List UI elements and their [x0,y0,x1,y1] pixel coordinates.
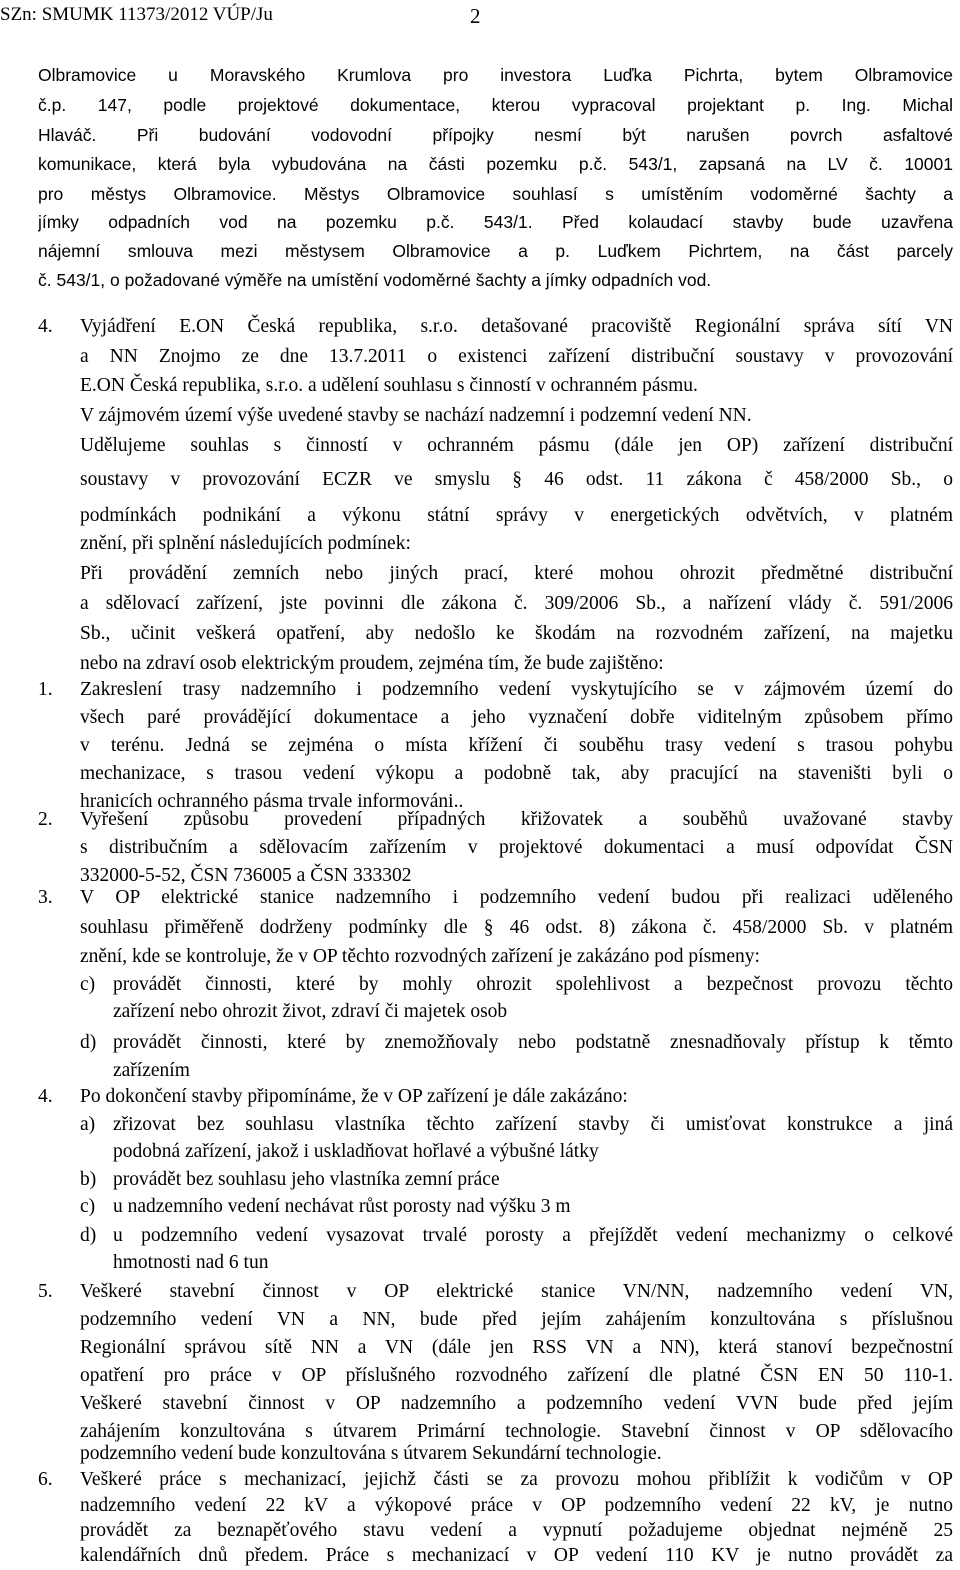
condition-5-line: Regionální správou sítě NN a VN (dále jen RSS VN a NN), která stanoví bezpečnostní [80,1337,953,1358]
condition-1-line: všech paré provádějící dokumentace a jeho vyznačení dobře viditelným způsobem přímo [80,707,953,728]
intro-line: komunikace, která byla vybudována na části pozemku p.č. 543/1, zapsaná na LV č. 10001 [38,154,953,174]
condition-5-line: Veškeré stavební činnost v OP elektrické stanice VN/NN, nadzemního vedení VN, [80,1281,953,1302]
condition-3d-marker: d) [80,1032,97,1053]
section-4-line: soustavy v provozování ECZR ve smyslu § 46 odst. 11 zákona č 458/2000 Sb., o [80,469,953,490]
intro-line: jímky odpadních vod na pozemku p.č. 543/1. Před kolaudací stavby bude uzavřena [38,212,953,232]
condition-1-line: hranicích ochranného pásma trvale informováni.. [80,791,464,812]
condition-3-line: souhlasu přiměřeně dodrženy podmínky dle § 46 odst. 8) zákona č. 458/2000 Sb. v platném [80,917,953,938]
condition-5-line: podzemního vedení bude konzultována s útvarem Sekundární technologie. [80,1443,662,1464]
section-4-line: znění, při splnění následujících podmínek: [80,533,411,554]
condition-5-line: opatření pro práce v OP příslušného rozvodného zařízení dle platné ČSN EN 50 110-1. [80,1365,953,1386]
condition-3d-line: provádět činnosti, které by znemožňovaly nebo podstatně znesnadňovaly přístup k těmto [113,1032,953,1053]
condition-5-line: zahájením konzultována s útvarem Primární technologie. Stavební činnost v OP sdělovacího [80,1421,953,1442]
intro-line: pro městys Olbramovice. Městys Olbramovice souhlasí s umístěním vodoměrné šachty a [38,184,953,204]
condition-6-line: nadzemního vedení 22 kV a výkopové práce v OP podzemního vedení 22 kV, je nutno [80,1495,953,1516]
intro-line: č.p. 147, podle projektové dokumentace, kterou vypracoval projektant p. Ing. Michal [38,95,953,115]
condition-6-line: kalendářních dnů předem. Práce s mechanizací v OP vedení 110 KV je nutno provádět za [80,1545,953,1566]
condition-4a-line: podobná zařízení, jakož i uskladňovat hořlavé a výbušné látky [113,1141,599,1162]
condition-4d-line: hmotnosti nad 6 tun [113,1252,269,1273]
condition-4-line: Po dokončení stavby připomínáme, že v OP zařízení je dále zakázáno: [80,1086,628,1107]
page-number: 2 [470,4,481,28]
condition-6-line: Veškeré práce s mechanizací, jejichž části se za provozu mohou přiblížit k vodičům v OP [80,1469,953,1490]
intro-line: nájemní smlouva mezi městysem Olbramovice a p. Luďkem Pichrtem, na část parcely [38,241,953,261]
condition-5-line: Veškeré stavební činnost v OP nadzemního a podzemního vedení VVN bude před jejím [80,1393,953,1414]
condition-1-marker: 1. [38,679,53,700]
intro-line: č. 543/1, o požadované výměře na umístění vodoměrné šachty a jímky odpadních vod. [38,270,712,290]
condition-3d-line: zařízením [113,1060,190,1081]
intro-line: Hlaváč. Při budování vodovodní přípojky nesmí být narušen povrch asfaltové [38,125,953,145]
condition-3c-marker: c) [80,974,96,995]
condition-3c-line: zařízení nebo ohrozit život, zdraví či majetek osob [113,1001,508,1022]
condition-2-line: s distribučním a sdělovacím zařízením v projektové dokumentaci a musí odpovídat ČSN [80,837,953,858]
condition-3-line: V OP elektrické stanice nadzemního i podzemního vedení budou při realizaci uděleného [80,887,953,908]
condition-4b-marker: b) [80,1169,97,1190]
section-4-line: E.ON Česká republika, s.r.o. a udělení souhlasu s činností v ochranném pásmu. [80,375,698,396]
condition-3c-line: provádět činnosti, které by mohly ohrozit spolehlivost a bezpečnost provozu těchto [113,974,953,995]
condition-2-line: Vyřešení způsobu provedení případných křižovatek a souběhů uvažované stavby [80,809,953,830]
document-reference: SZn: SMUMK 11373/2012 VÚP/Ju [0,4,273,25]
condition-2-marker: 2. [38,809,53,830]
condition-1-line: Zakreslení trasy nadzemního i podzemního vedení vyskytujícího se v zájmovém území do [80,679,953,700]
condition-4a-marker: a) [80,1114,96,1135]
section-4-line: a NN Znojmo ze dne 13.7.2011 o existenci zařízení distribuční soustavy v provozování [80,346,953,367]
condition-1-line: mechanizace, s trasou vedení výkopu a podobně tak, aby pracující na staveništi byli o [80,763,953,784]
section-4-line: Při provádění zemních nebo jiných prací, které mohou ohrozit předmětné distribuční [80,563,953,584]
condition-1-line: v terénu. Jedná se zejména o místa křížení či souběhu trasy vedení s trasou pohybu [80,735,953,756]
section-4-line: Udělujeme souhlas s činností v ochranném pásmu (dále jen OP) zařízení distribuční [80,435,953,456]
section-4-line: a sdělovací zařízení, jste povinni dle zákona č. 309/2006 Sb., a nařízení vlády č. 591/2006 [80,593,953,614]
section-4-line: V zájmovém území výše uvedené stavby se nachází nadzemní i podzemní vedení NN. [80,405,752,426]
condition-6-line: provádět za beznapěťového stavu vedení a vypnutí požadujeme objednat nejméně 25 [80,1520,953,1541]
condition-4d-line: u podzemního vedení vysazovat trvalé porosty a přejíždět vedení mechanizmy o celkové [113,1225,953,1246]
section-4-line: Vyjádření E.ON Česká republika, s.r.o. detašované pracoviště Regionální správa sítí VN [80,316,953,337]
condition-3-marker: 3. [38,887,53,908]
condition-5-line: podzemního vedení VN a NN, bude před jejím zahájením konzultována s příslušnou [80,1309,953,1330]
section-4-line: Sb., učinit veškerá opatření, aby nedošlo ke škodám na rozvodném zařízení, na majetku [80,623,953,644]
condition-4b-line: provádět bez souhlasu jeho vlastníka zemní práce [113,1169,500,1190]
condition-4a-line: zřizovat bez souhlasu vlastníka těchto zařízení stavby či umisťovat konstrukce a jiná [113,1114,953,1135]
intro-line: Olbramovice u Moravského Krumlova pro investora Luďka Pichrta, bytem Olbramovice [38,65,953,85]
condition-4c-marker: c) [80,1196,96,1217]
condition-4c-line: u nadzemního vedení nechávat růst porosty nad výšku 3 m [113,1196,571,1217]
condition-4-marker: 4. [38,1086,53,1107]
condition-3-line: znění, kde se kontroluje, že v OP těchto rozvodných zařízení je zakázáno pod písmeny: [80,946,760,967]
section-4-marker: 4. [38,316,53,337]
condition-2-line: 332000-5-52, ČSN 736005 a ČSN 333302 [80,865,412,886]
condition-4d-marker: d) [80,1225,97,1246]
section-4-line: nebo na zdraví osob elektrickým proudem, zejména tím, že bude zajištěno: [80,653,664,674]
condition-6-marker: 6. [38,1469,53,1490]
section-4-line: podmínkách podnikání a výkonu státní správy v energetických odvětvích, v platném [80,505,953,526]
condition-5-marker: 5. [38,1281,53,1302]
